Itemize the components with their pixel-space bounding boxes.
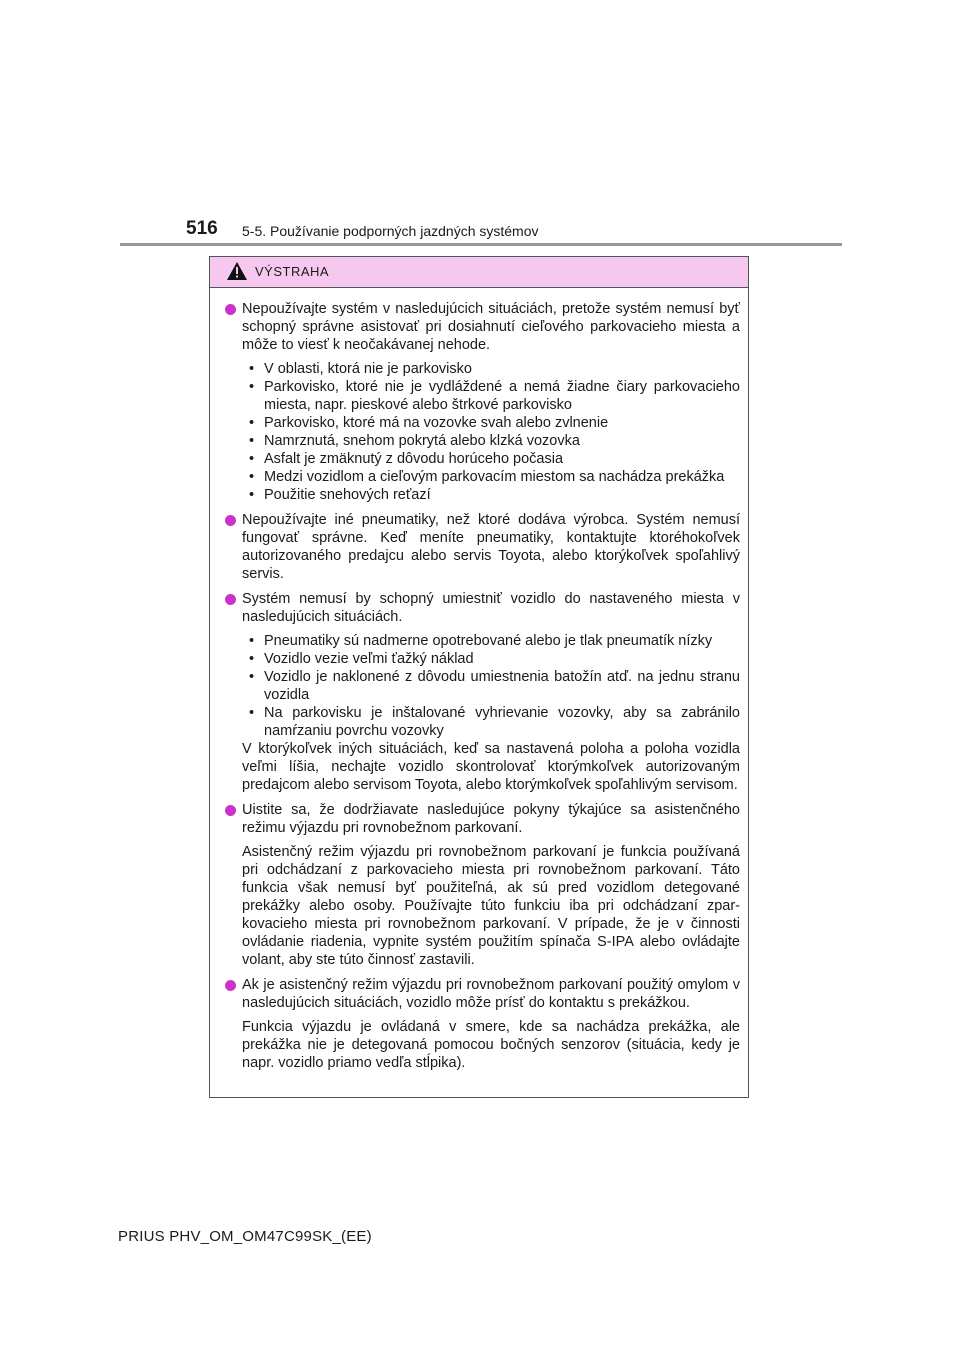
list-item: • Vozidlo je naklonené z dôvodu umiestnenia batožín atď. na jednu stranu vozidla xyxy=(242,668,740,704)
list-item: • Parkovisko, ktoré nie je vydláždené a nemá žiadne čiary parkovacieho miesta, napr. pieskové alebo štrkové parkovisko xyxy=(242,378,740,414)
warning-box xyxy=(209,256,749,1098)
warning-item-detail: Asistenčný režim výjazdu pri rovnobežnom parkovaní je funkcia používaná pri odchádzaní z parkovacieho miesta pri rovnobežnom parkovaní. Táto funkcia však nemusí byť použiteľná, ak sú pred vozidlom detegované prekážky alebo osoby. Používajte túto funkciu iba pri odchádzaní zparkovacieho miesta pri rovnobežnom parkovaní. V prípade, že je v činnosti ovládanie riadenia, vypnite systém použitím spínača S-IPA alebo ovládajte volant, aby ste túto činnosť zastavili. xyxy=(242,844,740,968)
list-item: • Vozidlo vezie veľmi ťažký náklad xyxy=(242,650,740,668)
list-item: • Namrznutá, snehom pokrytá alebo klzká vozovka xyxy=(242,432,740,450)
header-divider xyxy=(120,243,842,246)
section-title: 5-5. Používanie podporných jazdných systémov xyxy=(242,223,539,239)
warning-item-text: Nepoužívajte systém v nasledujúcich situáciách, pretože systém nemusí byť schopný správne asistovať pri dosiahnutí cieľového parkovacieho miesta a môže to viesť k neočakávanej nehode. xyxy=(242,301,740,353)
warning-item xyxy=(222,590,740,794)
warning-item xyxy=(222,511,740,583)
document-code: PRIUS PHV_OM_OM47C99SK_(EE) xyxy=(118,1228,372,1245)
list-item: • Pneumatiky sú nadmerne opotrebované alebo je tlak pneumatík nízky xyxy=(242,632,740,650)
warning-body xyxy=(210,288,748,1072)
list-item: • Parkovisko, ktoré má na vozovke svah alebo zvlnenie xyxy=(242,414,740,432)
warning-header xyxy=(210,257,748,288)
bullet-dot-icon xyxy=(225,515,236,526)
warning-title: VÝSTRAHA xyxy=(255,264,330,279)
page-number: 516 xyxy=(186,218,218,239)
warning-item xyxy=(222,801,740,969)
list-item: • Použitie snehových reťazí xyxy=(242,486,740,504)
warning-item-note: V ktorýkoľvek iných situáciách, keď sa nastavená poloha a poloha vozidla veľmi líšia, nechajte vozidlo skontrolovať ktorýmkoľvek autorizovaným predajcom alebo servisom Toyota, alebo ktorýmkoľvek spoľahlivým servisom. xyxy=(242,741,740,793)
warning-item-detail: Funkcia výjazdu je ovládaná v smere, kde sa nachádza prekážka, ale prekážka nie je detegovaná pomocou bočných senzorov (situácia, kedy je napr. vozidlo priamo vedľa stĺpika). xyxy=(242,1019,740,1071)
bullet-dot-icon xyxy=(225,304,236,315)
warning-item xyxy=(222,300,740,504)
bullet-list xyxy=(242,632,740,740)
list-item: • Na parkovisku je inštalované vyhrievanie vozovky, aby sa zabránilo namŕzaniu povrchu vozovky xyxy=(242,704,740,740)
bullet-dot-icon xyxy=(225,805,236,816)
warning-item-text: Ak je asistenčný režim výjazdu pri rovnobežnom parkovaní použitý omylom v nasledujúcich situáciách, vozidlo môže prísť do kontaktu s prekážkou. xyxy=(242,977,740,1011)
bullet-list xyxy=(242,360,740,504)
warning-triangle-icon xyxy=(227,262,247,280)
warning-item-text: Nepoužívajte iné pneumatiky, než ktoré dodáva výrobca. Systém nemusí fungovať správne. Keď meníte pneumatiky, kontaktujte ktoréhokoľvek autorizovaného predajcu alebo servis Toyota, alebo ktorýkoľvek spoľahlivý servis. xyxy=(242,512,740,582)
warning-item xyxy=(222,976,740,1072)
list-item: • V oblasti, ktorá nie je parkovisko xyxy=(242,360,740,378)
page-header xyxy=(186,216,846,246)
list-item: • Medzi vozidlom a cieľovým parkovacím miestom sa nachádza prekážka xyxy=(242,468,740,486)
bullet-dot-icon xyxy=(225,980,236,991)
warning-item-text: Systém nemusí by schopný umiestniť vozidlo do nastaveného miesta v nasledujúcich situáciách. xyxy=(242,591,740,625)
bullet-dot-icon xyxy=(225,594,236,605)
warning-item-text: Uistite sa, že dodržiavate nasledujúce pokyny týkajúce sa asistenčného režimu výjazdu pri rovnobežnom parkovaní. xyxy=(242,802,740,836)
list-item: • Asfalt je zmäknutý z dôvodu horúceho počasia xyxy=(242,450,740,468)
